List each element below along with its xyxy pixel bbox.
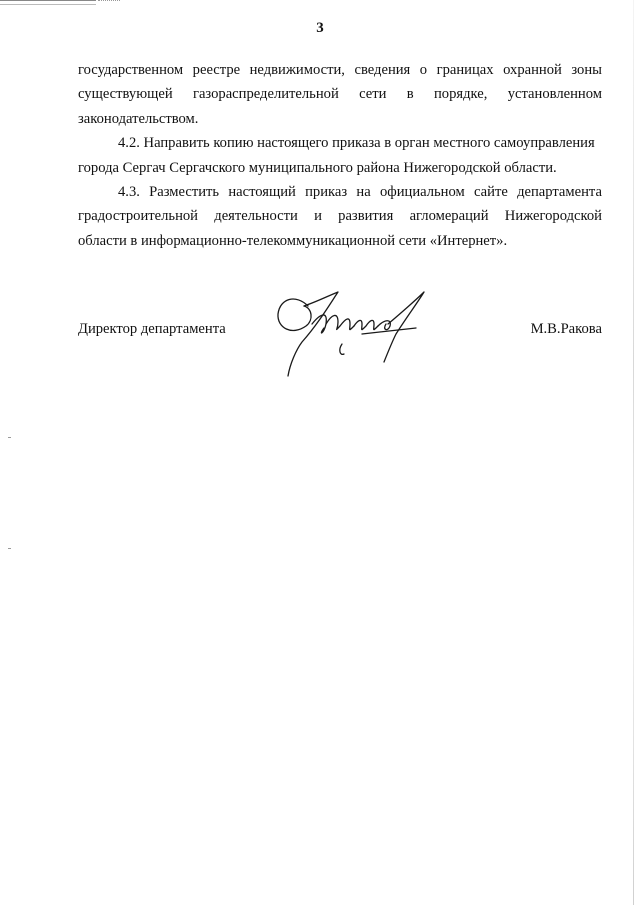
word: на: [356, 184, 371, 201]
text-line: города Сергач Сергачского муниципального района Нижегородской области.: [78, 159, 557, 176]
word: сети: [359, 86, 387, 103]
word: настоящий: [228, 184, 296, 201]
text-line: [78, 58, 602, 82]
word: государственном: [78, 62, 184, 78]
word: сайте: [474, 184, 508, 201]
word: газораспределительной: [192, 86, 339, 103]
word: установленном: [507, 86, 602, 103]
word: 4.3.: [118, 184, 140, 201]
word: недвижимости,: [249, 62, 345, 78]
scan-artifact-top: [0, 0, 96, 5]
word: и: [314, 208, 322, 225]
handwritten-signature: [268, 284, 438, 380]
word: Нижегородской: [504, 208, 602, 225]
word: охранной: [503, 62, 562, 78]
text-line: [78, 180, 602, 204]
paragraph-4-2: [78, 131, 602, 180]
word: градостроительной: [78, 208, 198, 225]
word: порядке,: [433, 86, 488, 103]
scan-artifact-top-dots: [98, 0, 120, 3]
paragraph-4-1-continuation: [78, 58, 602, 131]
paragraph-4-3: [78, 180, 602, 253]
page-number: 3: [316, 20, 324, 36]
word: о: [419, 62, 428, 78]
signatory-title: Директор департамента: [78, 321, 226, 337]
word: официальном: [379, 184, 465, 201]
scan-artifact-right-edge: [633, 0, 634, 905]
scan-artifact-left-tick: [8, 437, 11, 438]
word: Разместить: [149, 184, 220, 201]
word: агломераций: [409, 208, 489, 225]
scan-artifact-left-tick: [8, 548, 11, 549]
text-line: [78, 204, 602, 228]
word: развития: [338, 208, 394, 225]
word: границах: [436, 62, 494, 78]
word: приказ: [305, 184, 348, 201]
signatory-name: М.В.Ракова: [530, 321, 602, 337]
word: сведения: [354, 62, 411, 78]
text-line: области в информационно-телекоммуникационной сети «Интернет».: [78, 232, 508, 249]
word: реестре: [192, 62, 241, 78]
word: департамента: [517, 184, 602, 201]
text-line: законодательством.: [78, 110, 199, 127]
word: в: [406, 86, 414, 103]
word: существующей: [78, 86, 173, 103]
text-line: 4.2. Направить копию настоящего приказа в орган местного самоуправления: [118, 135, 595, 152]
document-body: [78, 58, 602, 253]
word: зоны: [571, 62, 602, 78]
word: деятельности: [214, 208, 298, 225]
text-line: [78, 82, 602, 106]
